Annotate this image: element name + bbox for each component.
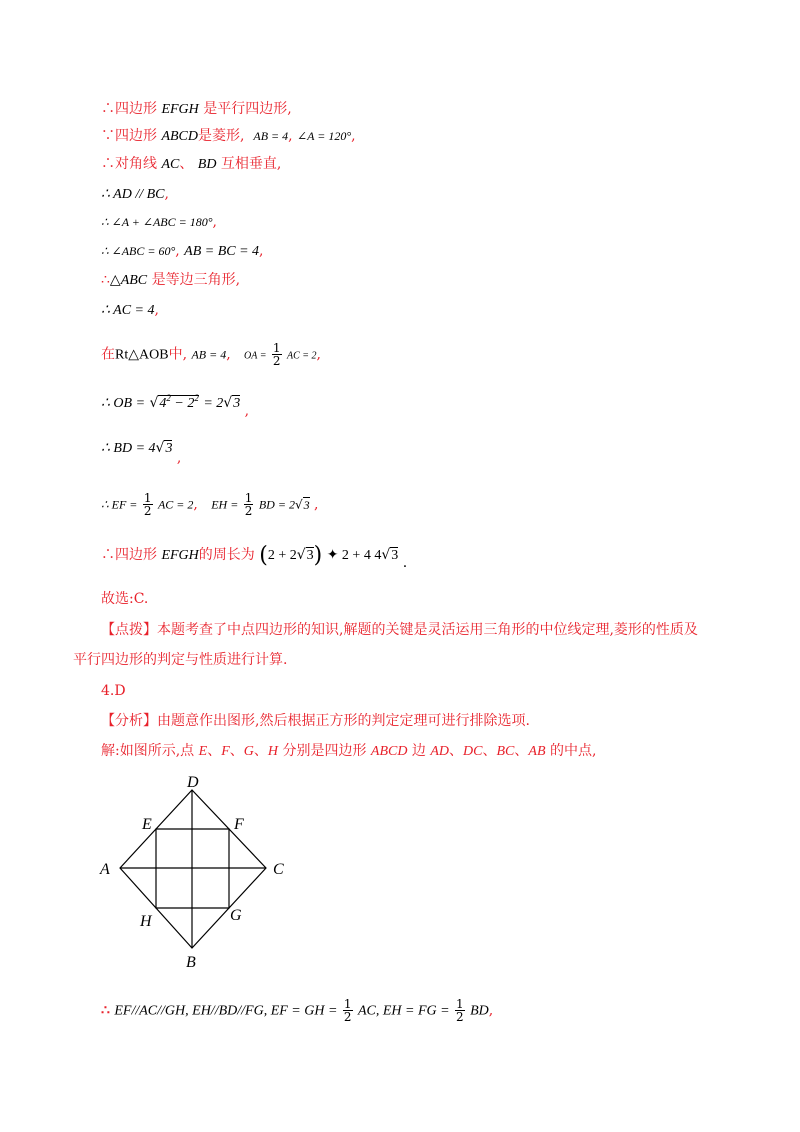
radicand: 3 <box>233 396 241 411</box>
sqrt-expression: √3 <box>294 497 310 512</box>
line-11 <box>101 438 182 466</box>
exponent: 2 <box>194 393 199 403</box>
math: ✦ 2 + 4 4 <box>326 548 382 563</box>
comma: , <box>351 128 356 144</box>
text: 在 <box>101 346 115 363</box>
text: 中 <box>168 346 183 363</box>
math-bc: BC <box>496 744 515 759</box>
fraction <box>343 998 353 1023</box>
text: 平行四边形的判定与性质进行计算. <box>73 652 288 668</box>
line-15 <box>101 620 698 640</box>
math-triangle: △ABC <box>109 273 148 288</box>
math: BD <box>470 1003 489 1019</box>
label-e: E <box>142 816 152 833</box>
comma: , <box>175 243 180 259</box>
comma: , <box>244 403 250 419</box>
therefore-symbol: ∴ <box>101 272 110 288</box>
exponent: 2 <box>166 393 171 403</box>
paren-close: ) <box>313 543 323 568</box>
line-16 <box>73 650 287 670</box>
comma: , <box>287 101 292 117</box>
math: ∴ ∠A + ∠ABC = 180° <box>101 215 213 229</box>
sqrt-expression: √3 <box>381 547 399 563</box>
geometry-figure <box>90 770 310 975</box>
comma: , <box>235 272 241 288</box>
math: AC, EH = FG = <box>357 1003 450 1019</box>
math-dc: DC <box>463 744 483 759</box>
text: 、 <box>207 743 222 759</box>
denominator: 2 <box>456 1010 464 1024</box>
therefore-symbol: ∴ <box>101 101 115 117</box>
label-b: B <box>186 954 196 971</box>
text: 4.D <box>101 683 126 699</box>
comma: , <box>212 214 217 230</box>
line-17 <box>101 681 126 701</box>
math-efgh: EFGH <box>161 548 199 563</box>
text: 的周长为 <box>198 547 255 563</box>
radicand: 3 <box>391 548 399 563</box>
comma: , <box>488 1002 494 1019</box>
text: 【点拨】本题考查了中点四边形的知识,解题的关键是灵活运用三角形的中位线定理,菱形的性质及 <box>101 622 698 638</box>
line-9 <box>101 342 321 367</box>
radicand: − 2 <box>170 396 195 411</box>
text: 是菱形, <box>198 128 245 144</box>
text: 互相垂直 <box>220 156 277 172</box>
math: ∴ ∠ABC = 60° <box>101 244 176 258</box>
math: ∴ AC = 4 <box>101 303 155 318</box>
denominator: 2 <box>272 354 281 368</box>
text: 、 <box>179 156 194 172</box>
text: 分别是四边形 <box>278 743 371 759</box>
line-14 <box>101 589 148 609</box>
text: 对角线 <box>115 156 157 172</box>
math: ∴ BD = 4 <box>101 441 156 456</box>
math-ab: AB <box>528 744 546 759</box>
line-19 <box>101 741 596 762</box>
text: 是等边三角形 <box>151 272 236 288</box>
label-g: G <box>230 907 242 924</box>
math: OA = <box>244 350 267 362</box>
math-abcd: ABCD <box>370 744 408 759</box>
math-g: G <box>243 744 254 759</box>
label-a: A <box>100 861 110 878</box>
numerator: 1 <box>244 491 253 505</box>
comma: , <box>164 186 169 202</box>
math: ∴ EF = <box>101 497 138 512</box>
math: ∴ AD // BC <box>101 187 165 202</box>
line-13 <box>101 543 408 571</box>
line-20 <box>101 998 493 1023</box>
line-10 <box>101 388 250 419</box>
sqrt-expression: $√4^2 - 2^2$ <box>149 393 199 411</box>
label-c: C <box>273 861 284 878</box>
math-bd: BD <box>197 157 217 172</box>
comma: , <box>226 346 231 363</box>
paren-open: ( <box>259 543 268 568</box>
math: 2 + 2 <box>267 548 297 563</box>
text: 是平行四边形 <box>203 101 288 117</box>
comma: , <box>288 128 293 144</box>
comma: , <box>259 243 264 259</box>
numerator: 1 <box>272 341 281 355</box>
comma: , <box>176 450 182 466</box>
line-12 <box>101 492 319 517</box>
math: AC = 2 <box>157 497 194 512</box>
math: EH = <box>211 497 239 512</box>
radicand: 3 <box>306 548 314 563</box>
text: 故选:C. <box>101 591 149 607</box>
text: 、 <box>229 743 244 759</box>
therefore-symbol: ∴ <box>101 547 115 563</box>
period: . <box>402 555 408 571</box>
line-7 <box>101 270 240 291</box>
text: 、 <box>482 743 497 759</box>
text: 的中点, <box>545 743 597 759</box>
math: ∴ OB = <box>101 396 146 411</box>
math-f: F <box>221 744 230 759</box>
text: 【分析】由题意作出图形,然后根据正方形的判定定理可进行排除选项. <box>101 713 530 729</box>
math-angle-a: ∠A = 120° <box>297 129 352 143</box>
fraction <box>455 998 465 1023</box>
numerator: 1 <box>456 997 464 1011</box>
text: 边 <box>407 743 431 759</box>
math: AB = BC = 4 <box>184 244 260 259</box>
line-8 <box>101 300 159 321</box>
denominator: 2 <box>343 1010 352 1024</box>
text: 、 <box>514 743 529 759</box>
math: EF//AC//GH, EH//BD//FG, EF = GH = <box>114 1003 338 1019</box>
math-ad: AD <box>430 744 450 759</box>
label-h: H <box>140 913 152 930</box>
comma: , <box>193 496 198 513</box>
comma: , <box>154 302 159 318</box>
math: = 2 <box>203 396 224 411</box>
math: AC = 2 <box>287 350 317 362</box>
line-2 <box>101 126 356 147</box>
math-h: H <box>267 744 278 759</box>
text: 四边形 <box>115 101 157 117</box>
text: 、 <box>449 743 464 759</box>
text: 、 <box>253 743 268 759</box>
fraction <box>272 342 282 367</box>
math-abcd: ABCD <box>161 129 199 144</box>
radicand: 4 <box>159 396 167 411</box>
line-3 <box>101 154 281 175</box>
therefore-symbol: ∴ <box>101 1002 110 1019</box>
sqrt-expression: √3 <box>223 395 241 411</box>
math-efgh: EFGH <box>161 102 199 117</box>
math: BD = 2 <box>258 497 295 512</box>
numerator: 1 <box>143 491 152 505</box>
fraction <box>143 492 153 517</box>
label-f: F <box>234 816 244 833</box>
therefore-symbol: ∴ <box>101 156 115 172</box>
comma: , <box>314 496 319 513</box>
text: 四边形 <box>115 547 157 563</box>
math-e: E <box>198 744 208 759</box>
line-6 <box>101 241 264 262</box>
denominator: 2 <box>244 504 253 518</box>
denominator: 2 <box>143 504 152 518</box>
line-18 <box>101 711 530 731</box>
label-d: D <box>187 774 199 791</box>
line-4 <box>101 184 169 205</box>
math-ab: AB = 4 <box>253 129 289 143</box>
fraction <box>244 492 254 517</box>
math: AB = 4 <box>191 347 227 362</box>
comma: , <box>182 346 188 363</box>
line-1 <box>101 99 292 120</box>
radicand: 3 <box>165 441 173 456</box>
comma: , <box>276 156 282 172</box>
line-5 <box>101 212 217 232</box>
comma: , <box>316 346 321 363</box>
text: 解:如图所示,点 <box>101 743 199 759</box>
sqrt-expression: √3 <box>155 440 173 456</box>
math-rt-triangle: Rt△AOB <box>115 347 169 363</box>
numerator: 1 <box>343 997 352 1011</box>
because-symbol: ∵ <box>101 128 115 144</box>
text: 四边形 <box>115 128 157 144</box>
math-ac: AC <box>161 157 180 172</box>
sqrt-expression: √3 <box>296 547 314 563</box>
radicand: 3 <box>303 497 310 512</box>
